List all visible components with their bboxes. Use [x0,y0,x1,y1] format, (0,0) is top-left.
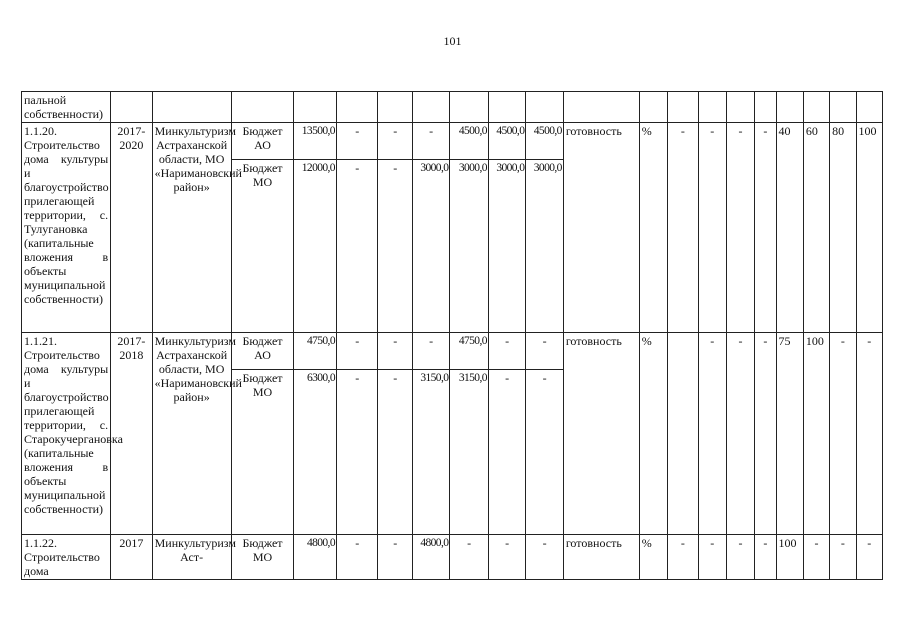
table-row [22,123,883,160]
finance-value: - [450,535,488,580]
target-value: 40 [776,123,803,333]
target-value: - [856,535,883,580]
table-row [22,92,883,123]
target-value: - [755,333,776,535]
finance-value: - [378,333,412,370]
target-value: 100 [856,123,883,333]
finance-value: - [412,333,449,370]
finance-total: 12000,0 [294,160,337,333]
finance-source: Бюджет МО [231,160,294,333]
target-value: 60 [803,123,829,333]
finance-value: 4500,0 [488,123,525,160]
finance-value: 4500,0 [526,123,563,160]
target-value: - [698,333,726,535]
target-value: - [726,333,754,535]
finance-value: - [412,123,449,160]
finance-value: - [488,535,525,580]
finance-value: 3000,0 [412,160,449,333]
finance-value: - [488,333,525,370]
finance-value: - [378,160,412,333]
entry-executor: Минкультуризм Аст- [152,535,231,580]
finance-value: - [336,123,378,160]
finance-total: 4800,0 [294,535,337,580]
finance-value: - [336,333,378,370]
program-table [21,91,883,580]
finance-value: 3000,0 [526,160,563,333]
entry-years: 2017-2018 [111,333,153,535]
target-value: - [803,535,829,580]
indicator-unit: % [639,535,667,580]
indicator-name: готовность [563,333,639,535]
target-value: - [668,123,698,333]
target-value: - [856,333,883,535]
target-value: - [755,535,776,580]
target-value [668,333,698,535]
target-value: 100 [803,333,829,535]
finance-source: Бюджет АО [231,123,294,160]
target-value: - [698,535,726,580]
indicator-unit: % [639,333,667,535]
finance-source: Бюджет АО [231,333,294,370]
table-row [22,333,883,370]
finance-value: - [336,160,378,333]
target-value: - [830,333,856,535]
target-value: 100 [776,535,803,580]
target-value: 80 [830,123,856,333]
finance-value: - [526,333,563,370]
indicator-name: готовность [563,535,639,580]
entry-years: 2017-2020 [111,123,153,333]
entry-name: пальной собственности) [22,92,111,123]
indicator-name: готовность [563,123,639,333]
finance-value: - [526,370,563,535]
entry-executor: Минкультуризм Астраханской области, МО «Наримановский район» [152,333,231,535]
finance-value: 4500,0 [450,123,488,160]
finance-total: 4750,0 [294,333,337,370]
finance-value: 3150,0 [412,370,449,535]
target-value: - [755,123,776,333]
finance-value: - [378,123,412,160]
finance-total: 6300,0 [294,370,337,535]
finance-value: - [378,370,412,535]
finance-value: - [526,535,563,580]
target-value: - [668,535,698,580]
target-value: - [698,123,726,333]
finance-source: Бюджет МО [231,535,294,580]
finance-source: Бюджет МО [231,370,294,535]
finance-value: 3000,0 [488,160,525,333]
finance-value: 4800,0 [412,535,449,580]
entry-name: 1.1.20. Строительство дома культуры и благоустройство прилегающей территории, с. Тулугановка (капитальные вложения в объекты муниципальной собственности) [22,123,111,333]
table-row [22,535,883,580]
finance-total: 13500,0 [294,123,337,160]
target-value: - [726,535,754,580]
page-number: 101 [443,34,462,48]
finance-value: - [488,370,525,535]
finance-value: - [336,535,378,580]
finance-value: 4750,0 [450,333,488,370]
finance-value: 3150,0 [450,370,488,535]
entry-name: 1.1.21. Строительство дома культуры и благоустройство прилегающей территории, с. Старокучергановка (капитальные вложения в объекты муниципальной собственности) [22,333,111,535]
entry-years: 2017 [111,535,153,580]
finance-value: - [378,535,412,580]
finance-value: 3000,0 [450,160,488,333]
indicator-unit: % [639,123,667,333]
finance-value: - [336,370,378,535]
target-value: 75 [776,333,803,535]
target-value: - [830,535,856,580]
entry-executor: Минкультуризм Астраханской области, МО «Наримановский район» [152,123,231,333]
target-value: - [726,123,754,333]
entry-name: 1.1.22. Строительство дома [22,535,111,580]
